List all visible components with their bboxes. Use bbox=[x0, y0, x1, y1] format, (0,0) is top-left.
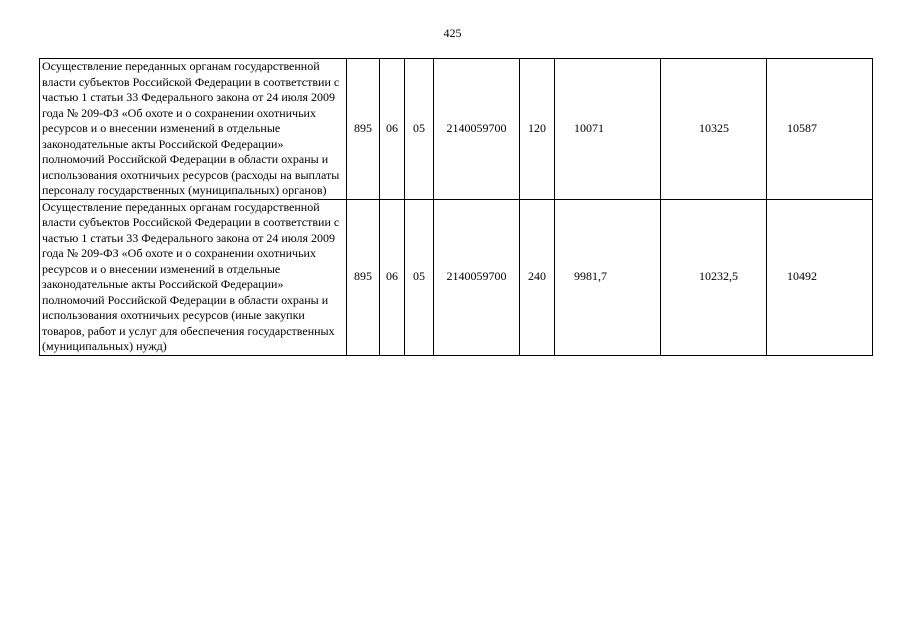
amount-cell-3 bbox=[767, 199, 873, 355]
expense-type-code: 120 bbox=[520, 59, 555, 200]
amount-cell-1 bbox=[555, 199, 661, 355]
section-code: 06 bbox=[380, 59, 405, 200]
amount-value: 10492 bbox=[787, 269, 817, 284]
amount-cell-1 bbox=[555, 59, 661, 200]
amount-value: 10325 bbox=[699, 121, 729, 135]
section-code: 06 bbox=[380, 199, 405, 355]
amount-cell-3 bbox=[767, 59, 873, 200]
budget-table bbox=[39, 58, 873, 356]
subsection-code: 05 bbox=[405, 59, 434, 200]
subsection-code: 05 bbox=[405, 199, 434, 355]
table-row bbox=[40, 199, 873, 355]
table-row bbox=[40, 59, 873, 200]
amount-value: 10232,5 bbox=[699, 269, 738, 284]
amount-value: 10587 bbox=[787, 121, 817, 135]
page-number: 425 bbox=[443, 26, 462, 40]
amount-value: 10071 bbox=[574, 121, 604, 135]
amount-value: 9981,7 bbox=[574, 269, 607, 284]
target-article-code: 2140059700 bbox=[434, 199, 520, 355]
row-description: Осуществление переданных органам государственной власти субъектов Российской Федерации в соответствии с частью 1 статьи 33 Федерального закона от 24 июля 2009 года № 209-ФЗ «Об охоте и о сохранении охотничьих ресурсов и о внесении изменений в отдельные законодательные акты Российской Федерации» полномочий Российской Федерации в области охраны и использования охотничьих ресурсов (расходы на выплаты персоналу государственных (муниципальных) органов) bbox=[40, 59, 347, 200]
expense-type-code: 240 bbox=[520, 199, 555, 355]
amount-cell-2 bbox=[661, 59, 767, 200]
ministry-code: 895 bbox=[347, 59, 380, 200]
amount-cell-2 bbox=[661, 199, 767, 355]
target-article-code: 2140059700 bbox=[434, 59, 520, 200]
row-description: Осуществление переданных органам государственной власти субъектов Российской Федерации в соответствии с частью 1 статьи 33 Федерального закона от 24 июля 2009 года № 209-ФЗ «Об охоте и о сохранении охотничьих ресурсов и о внесении изменений в отдельные законодательные акты Российской Федерации» полномочий Российской Федерации в области охраны и использования охотничьих ресурсов (иные закупки товаров, работ и услуг для обеспечения государственных (муниципальных) нужд) bbox=[40, 199, 347, 355]
ministry-code: 895 bbox=[347, 199, 380, 355]
